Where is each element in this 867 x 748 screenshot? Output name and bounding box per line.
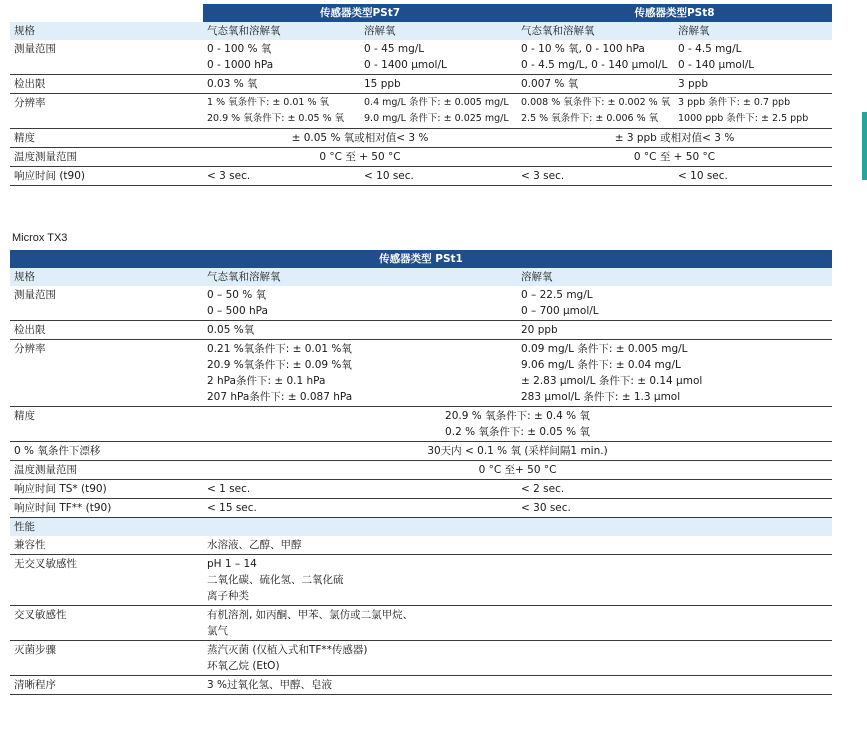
table-row-sterilization bbox=[10, 641, 832, 676]
header-pst8: 传感器类型PSt8 bbox=[517, 4, 832, 22]
table-row-accuracy bbox=[10, 407, 832, 442]
cell: < 1 sec. bbox=[203, 480, 517, 499]
cell: 15 ppb bbox=[360, 75, 517, 94]
cell: 0 °C 至+ 50 °C bbox=[203, 461, 832, 480]
sub-spec: 规格 bbox=[10, 22, 203, 40]
cell: 3 ppb 条件下: ± 0.7 ppb 1000 ppb 条件下: ± 2.5 ppb bbox=[674, 94, 832, 129]
cell: ± 3 ppb 或相对值< 3 % bbox=[517, 129, 832, 148]
section-title: Microx TX3 bbox=[12, 232, 68, 244]
row-label: 无交叉敏感性 bbox=[10, 555, 203, 606]
spec-table-pst7-pst8 bbox=[10, 4, 832, 186]
cell: pH 1 – 14 二氧化碳、硫化氢、二氧化硫 离子种类 bbox=[203, 555, 832, 606]
cell: < 15 sec. bbox=[203, 499, 517, 518]
row-label: 检出限 bbox=[10, 321, 203, 340]
row-label: 测量范围 bbox=[10, 40, 203, 75]
performance-title: 性能 bbox=[10, 518, 832, 537]
cell: 1 % 氧条件下: ± 0.01 % 氧 20.9 % 氧条件下: ± 0.05 % 氧 bbox=[203, 94, 360, 129]
row-label: 精度 bbox=[10, 129, 203, 148]
cell: 蒸汽灭菌 (仅植入式和TF**传感器) 环氧乙烷 (EtO) bbox=[203, 641, 832, 676]
table-row-drift bbox=[10, 442, 832, 461]
row-label: 精度 bbox=[10, 407, 203, 442]
row-label: 灭菌步骤 bbox=[10, 641, 203, 676]
sub-gas-dissolved: 气态氧和溶解氧 bbox=[203, 268, 517, 286]
row-label: 交叉敏感性 bbox=[10, 606, 203, 641]
row-label: 分辨率 bbox=[10, 340, 203, 407]
header-blank bbox=[10, 4, 203, 22]
table-row-range bbox=[10, 286, 832, 321]
table2-header-row bbox=[10, 250, 832, 268]
cell: 3 %过氧化氢、甲醇、皂液 bbox=[203, 676, 832, 695]
cell: 0.007 % 氧 bbox=[517, 75, 674, 94]
cell: 3 ppb bbox=[674, 75, 832, 94]
cell: 0.09 mg/L 条件下: ± 0.005 mg/L 9.06 mg/L 条件下: ± 0.04 mg/L ± 2.83 μmol/L 条件下: ± 0.14 μmol 283 μmol/L 条件下: ± 1.3 μmol bbox=[517, 340, 832, 407]
performance-header-row bbox=[10, 518, 832, 537]
cell: 0 °C 至 + 50 °C bbox=[517, 148, 832, 167]
cell: 0 - 4.5 mg/L 0 - 140 μmol/L bbox=[674, 40, 832, 75]
cell: 30天内 < 0.1 % 氧 (采样间隔1 min.) bbox=[203, 442, 832, 461]
side-edge-tab bbox=[862, 112, 867, 180]
sub-gas-dissolved: 气态氧和溶解氧 bbox=[517, 22, 674, 40]
cell: 0 - 45 mg/L 0 - 1400 μmol/L bbox=[360, 40, 517, 75]
cell: 0.05 %氧 bbox=[203, 321, 517, 340]
table-row-response bbox=[10, 167, 832, 186]
header-pst1: 传感器类型 PSt1 bbox=[10, 250, 832, 268]
cell: 0.008 % 氧条件下: ± 0.002 % 氧 2.5 % 氧条件下: ± 0.006 % 氧 bbox=[517, 94, 674, 129]
cell: 0 - 10 % 氧, 0 - 100 hPa 0 - 4.5 mg/L, 0 - 140 μmol/L bbox=[517, 40, 674, 75]
table-row-cross bbox=[10, 606, 832, 641]
sub-spec: 规格 bbox=[10, 268, 203, 286]
table-row-nocross bbox=[10, 555, 832, 606]
table-row-response-tf bbox=[10, 499, 832, 518]
row-label: 测量范围 bbox=[10, 286, 203, 321]
table-row-clean bbox=[10, 676, 832, 695]
table-row-accuracy bbox=[10, 129, 832, 148]
cell: 有机溶剂, 如丙酮、甲苯、氯仿或二氯甲烷、 氯气 bbox=[203, 606, 832, 641]
table-row-resolution bbox=[10, 340, 832, 407]
table-row-temp bbox=[10, 148, 832, 167]
cell: 0 - 100 % 氧 0 - 1000 hPa bbox=[203, 40, 360, 75]
cell: 20 ppb bbox=[517, 321, 832, 340]
table2-sub-header-row bbox=[10, 268, 832, 286]
table-row-range bbox=[10, 40, 832, 75]
row-label: 温度测量范围 bbox=[10, 148, 203, 167]
cell: 0.21 %氧条件下: ± 0.01 %氧 20.9 %氧条件下: ± 0.09 %氧 2 hPa条件下: ± 0.1 hPa 207 hPa条件下: ± 0.087 hPa bbox=[203, 340, 517, 407]
row-label: 响应时间 TS* (t90) bbox=[10, 480, 203, 499]
cell: 0 – 50 % 氧 0 – 500 hPa bbox=[203, 286, 517, 321]
cell: < 30 sec. bbox=[517, 499, 832, 518]
table-row-response-ts bbox=[10, 480, 832, 499]
cell: 0.4 mg/L 条件下: ± 0.005 mg/L 9.0 mg/L 条件下: ± 0.025 mg/L bbox=[360, 94, 517, 129]
table1-sub-header-row bbox=[10, 22, 832, 40]
row-label: 兼容性 bbox=[10, 536, 203, 555]
row-label: 0 % 氧条件下漂移 bbox=[10, 442, 203, 461]
row-label: 响应时间 (t90) bbox=[10, 167, 203, 186]
cell: ± 0.05 % 氧或相对值< 3 % bbox=[203, 129, 517, 148]
cell: 0 – 22.5 mg/L 0 – 700 μmol/L bbox=[517, 286, 832, 321]
sub-dissolved: 溶解氧 bbox=[674, 22, 832, 40]
row-label: 响应时间 TF** (t90) bbox=[10, 499, 203, 518]
cell: 20.9 % 氧条件下: ± 0.4 % 氧 0.2 % 氧条件下: ± 0.05 % 氧 bbox=[203, 407, 832, 442]
table-row-detect bbox=[10, 75, 832, 94]
row-label: 清晰程序 bbox=[10, 676, 203, 695]
cell: 水溶液、乙醇、甲醇 bbox=[203, 536, 832, 555]
table-row-resolution bbox=[10, 94, 832, 129]
row-label: 检出限 bbox=[10, 75, 203, 94]
table1-header-row bbox=[10, 4, 832, 22]
row-label: 分辨率 bbox=[10, 94, 203, 129]
cell: < 10 sec. bbox=[674, 167, 832, 186]
table-row-detect bbox=[10, 321, 832, 340]
cell: < 3 sec. bbox=[517, 167, 674, 186]
cell: < 2 sec. bbox=[517, 480, 832, 499]
header-pst7: 传感器类型PSt7 bbox=[203, 4, 517, 22]
cell: 0 °C 至 + 50 °C bbox=[203, 148, 517, 167]
table-row-compat bbox=[10, 536, 832, 555]
cell: < 10 sec. bbox=[360, 167, 517, 186]
table-row-temp bbox=[10, 461, 832, 480]
cell: 0.03 % 氧 bbox=[203, 75, 360, 94]
sub-gas-dissolved: 气态氧和溶解氧 bbox=[203, 22, 360, 40]
sub-dissolved: 溶解氧 bbox=[360, 22, 517, 40]
spec-table-pst1 bbox=[10, 250, 832, 695]
cell: < 3 sec. bbox=[203, 167, 360, 186]
row-label: 温度测量范围 bbox=[10, 461, 203, 480]
sub-dissolved: 溶解氧 bbox=[517, 268, 832, 286]
